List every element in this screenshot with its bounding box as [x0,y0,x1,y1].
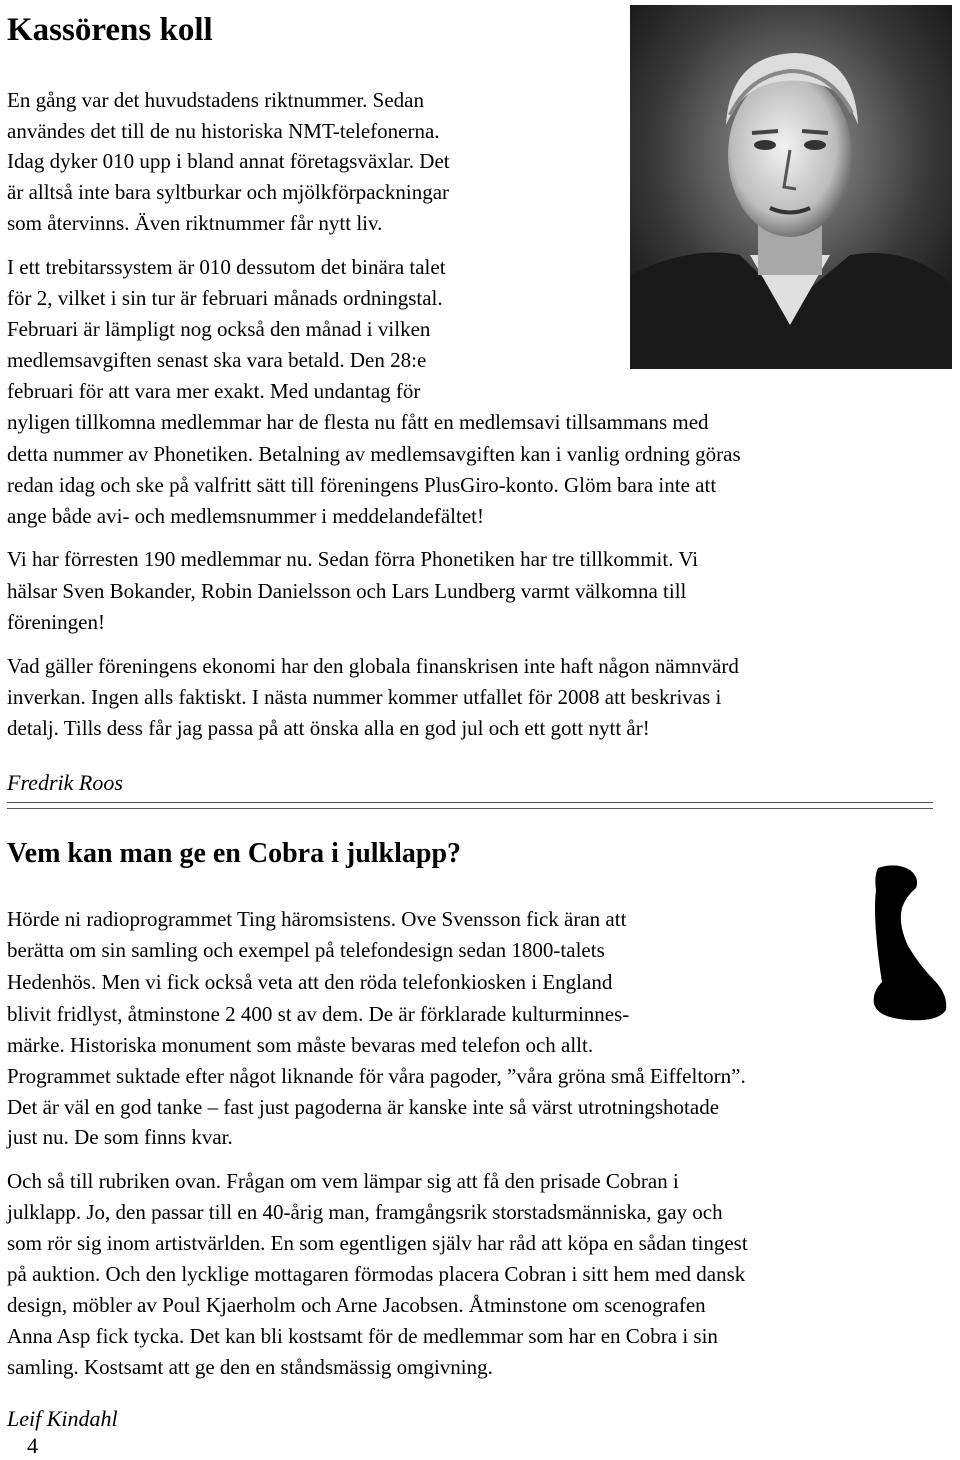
portrait-photo [630,5,952,369]
article1-line: inverkan. Ingen alls faktiskt. I nästa nummer kommer utfallet för 2008 att beskrivas i [7,685,722,709]
article2-line: på auktion. Och den lycklige mottagaren förmodas placera Cobran i sitt hem med dansk [7,1262,746,1286]
article2-line: Anna Asp fick tycka. Det kan bli kostsamt för de medlemmar som har en Cobra i sin [7,1324,718,1348]
article-title-cobra: Vem kan man ge en Cobra i julklapp? [7,838,462,869]
article2-line: Hedenhös. Men vi fick också veta att den röda telefonkiosken i England [7,970,613,994]
article1-line: är alltså inte bara syltburkar och mjölkförpackningar [7,180,450,204]
article1-line: ange både avi- och medlemsnummer i meddelandefältet! [7,504,484,528]
article1-signature: Fredrik Roos [7,770,123,795]
article1-line: hälsar Sven Bokander, Robin Danielsson och Lars Lundberg varmt välkomna till [7,579,687,603]
article1-line: föreningen! [7,610,105,634]
divider-rule-top [7,802,933,803]
article1-line: februari för att vara mer exakt. Med undantag för [7,379,421,403]
article1-line: Februari är lämpligt nog också den månad i vilken [7,317,431,341]
article2-line: just nu. De som finns kvar. [7,1125,233,1149]
article2-line: märke. Historiska monument som måste bevaras med telefon och allt. [7,1033,594,1057]
article1-line: En gång var det huvudstadens riktnummer. Sedan [7,88,424,112]
article2-line: blivit fridlyst, åtminstone 2 400 st av dem. De är förklarade kulturminnes- [7,1002,630,1026]
article2-line: som rör sig inom artistvärlden. En som egentligen själv har råd att köpa en sådan tingest [7,1231,748,1255]
article1-line: detta nummer av Phonetiken. Betalning av medlemsavgiften kan i vanlig ordning göras [7,442,741,466]
article1-line: medlemsavgiften senast ska vara betald. Den 28:e [7,348,427,372]
article2-signature: Leif Kindahl [7,1406,118,1431]
article2-line: Programmet suktade efter något liknande för våra pagoder, ”våra gröna små Eiffeltorn”. [7,1064,746,1088]
article2-line: Hörde ni radioprogrammet Ting häromsistens. Ove Svensson fick äran att [7,907,627,931]
article1-line: användes det till de nu historiska NMT-telefonerna. [7,119,440,143]
article1-line: för 2, vilket i sin tur är februari månads ordningstal. [7,286,443,310]
article1-line: som återvinns. Även riktnummer får nytt liv. [7,211,383,235]
page-number: 4 [27,1433,38,1458]
article1-line: detalj. Tills dess får jag passa på att önska alla en god jul och ett gott nytt år! [7,716,650,740]
article1-line: Vi har förresten 190 medlemmar nu. Sedan förra Phonetiken har tre tillkommit. Vi [7,547,699,571]
article2-line: Och så till rubriken ovan. Frågan om vem lämpar sig att få den prisade Cobran i [7,1169,679,1193]
article-title-kassorens-koll: Kassörens koll [7,12,213,48]
article1-line: Vad gäller föreningens ekonomi har den globala finanskrisen inte haft någon nämnvärd [7,654,739,678]
article1-line: Idag dyker 010 upp i bland annat företagsväxlar. Det [7,149,450,173]
divider-rule-bottom [7,808,933,809]
article2-line: samling. Kostsamt att ge den en ståndsmässig omgivning. [7,1355,493,1379]
article1-line: redan idag och ske på valfritt sätt till föreningens PlusGiro-konto. Glöm bara inte att [7,473,717,497]
article2-line: julklapp. Jo, den passar till en 40-årig man, framgångsrik storstadsmänniska, gay och [7,1200,723,1224]
article2-line: Det är väl en god tanke – fast just pagoderna är kanske inte så värst utrotningshotade [7,1095,720,1119]
article1-line: nyligen tillkomna medlemmar har de flesta nu fått en medlemsavi tillsammans med [7,410,709,434]
article2-line: berätta om sin samling och exempel på telefondesign sedan 1800-talets [7,938,605,962]
article2-line: design, möbler av Poul Kjaerholm och Arne Jacobsen. Åtminstone om scenografen [7,1293,706,1317]
article1-line: I ett trebitarssystem är 010 dessutom det binära talet [7,255,446,279]
cobra-telephone-icon [868,862,950,1024]
